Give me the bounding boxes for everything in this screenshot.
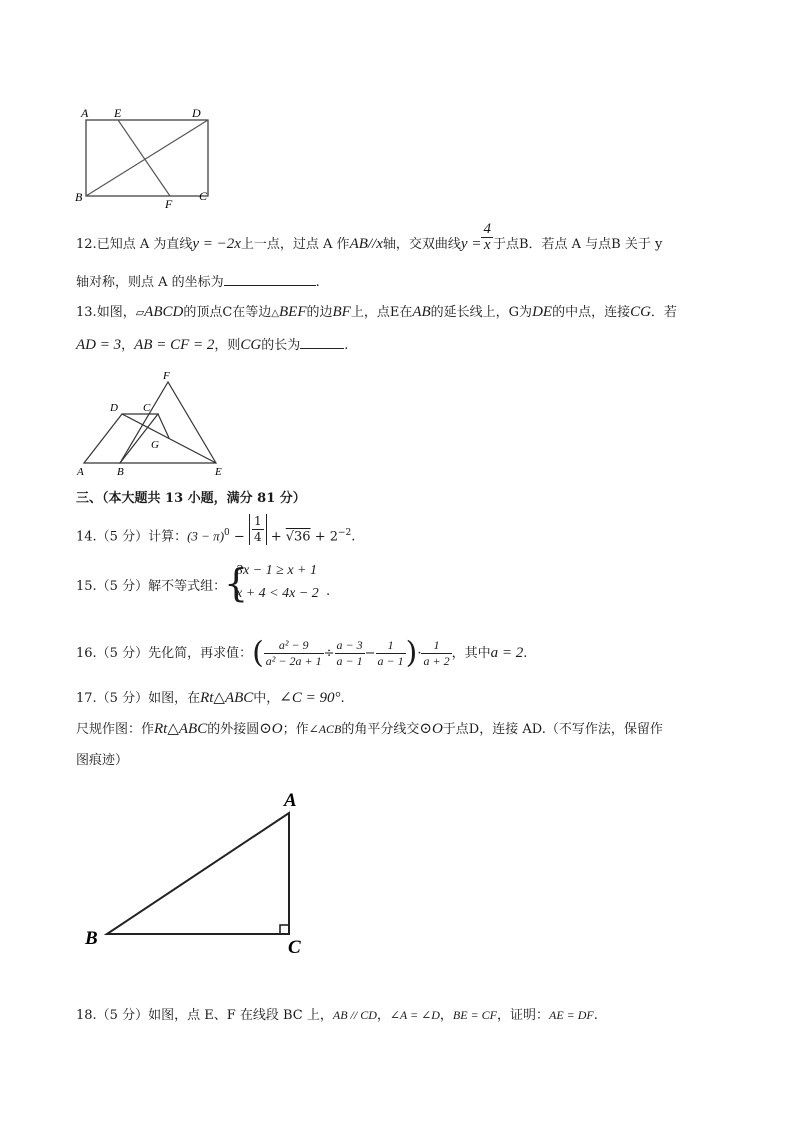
- label-c: C: [288, 937, 301, 958]
- label-b: B: [75, 190, 83, 204]
- question-13-line-2: [76, 336, 348, 355]
- text: .: [593, 1008, 598, 1023]
- text: 如图，: [96, 305, 136, 320]
- text: 轴对称，则点 A 的坐标为: [76, 275, 224, 290]
- label-c: C: [199, 189, 208, 203]
- text: 的顶点C在等边: [183, 305, 272, 320]
- fraction-numerator: 1: [376, 638, 406, 654]
- fraction-denominator: a − 1: [336, 654, 363, 668]
- text: ，: [121, 338, 135, 353]
- equation: CG: [630, 304, 651, 320]
- text: .: [344, 338, 349, 353]
- text: ，: [376, 1008, 390, 1023]
- question-12-line-2: [76, 273, 320, 292]
- equation: BE = CF: [452, 1008, 497, 1022]
- fraction-denominator: a − 1: [377, 654, 404, 668]
- equation: ∠C = 90°: [279, 690, 341, 706]
- text: 的延长线上，G为: [430, 305, 533, 320]
- fraction: [481, 222, 493, 253]
- operator: ·: [417, 646, 422, 661]
- text: 轴，交双曲线: [382, 237, 461, 252]
- equation: + 2: [310, 529, 339, 545]
- label-a: A: [77, 466, 84, 478]
- text: .: [315, 275, 320, 290]
- equation: ∠ACB: [308, 722, 342, 736]
- question-number: 15.（5 分）解不等式组：: [76, 579, 227, 594]
- equation: AD = 3: [76, 337, 122, 353]
- parallelogram-abcd: [84, 414, 158, 463]
- equation: a = 2: [490, 645, 524, 661]
- equation: AB // CD: [332, 1008, 377, 1022]
- segment-ef: [118, 120, 170, 196]
- text: 的长为: [261, 338, 301, 353]
- equation: y = −2x: [192, 236, 241, 252]
- label-a: A: [284, 790, 297, 811]
- parallelogram-triangle-figure: [72, 368, 242, 480]
- right-parenthesis: ): [405, 635, 418, 671]
- equation: AB//x: [349, 236, 383, 252]
- equation: ABCD: [144, 304, 184, 320]
- question-number: 12.: [76, 237, 97, 252]
- text: 于点B．若点 A 与点B 关于 y: [492, 237, 663, 252]
- question-number: 17.（5 分）如图，在: [76, 691, 201, 706]
- text: .: [340, 691, 345, 706]
- inequality-brace: {: [224, 561, 249, 605]
- question-number: 18.（5 分）如图，点 E、F 在线段 BC 上，: [76, 1008, 333, 1023]
- exponent: 0: [224, 528, 230, 538]
- triangle-symbol: △: [271, 308, 279, 319]
- fraction-1: [264, 638, 324, 669]
- fraction-denominator: x: [483, 237, 491, 253]
- text: ，其中: [451, 646, 491, 661]
- equation: ⊙O: [419, 721, 443, 737]
- question-number: 13.: [76, 305, 97, 320]
- operator: −: [364, 646, 376, 661]
- label-c: C: [143, 402, 151, 414]
- section-heading: 三、（本大题共 13 小题，满分 81 分）: [76, 491, 306, 506]
- triangle-abc: [107, 813, 289, 934]
- right-triangle-figure: [80, 786, 320, 958]
- parallelogram-symbol: ▱: [135, 306, 145, 319]
- right-angle-mark: [280, 925, 289, 934]
- triangle-bef: [120, 382, 216, 463]
- exponent: −2: [338, 528, 352, 538]
- operator: ÷: [323, 646, 335, 661]
- text: ，则: [214, 338, 241, 353]
- question-number: 14.（5 分）计算：: [76, 529, 188, 545]
- equation: ⊙O: [259, 721, 283, 737]
- label-b: B: [117, 466, 124, 478]
- rectangle-figure: [72, 104, 222, 212]
- fraction-numerator: 1: [421, 638, 451, 654]
- text: 的角平分线交: [341, 722, 420, 737]
- answer-blank[interactable]: [224, 273, 316, 286]
- question-17-line-2: [76, 720, 663, 739]
- text: 已知点 A 为直线: [96, 237, 193, 252]
- text: ，证明：: [496, 1008, 549, 1023]
- text: 的中点，连接: [552, 305, 631, 320]
- text: 尺规作图：作: [76, 722, 155, 737]
- label-g: G: [151, 439, 159, 451]
- equation: AB: [412, 304, 431, 320]
- square-root: √36: [285, 529, 311, 545]
- question-18: [76, 1006, 598, 1025]
- fraction-numerator: a − 3: [336, 638, 363, 652]
- label-d: D: [192, 106, 201, 120]
- question-17-line-1: [76, 689, 345, 708]
- text: .: [351, 529, 356, 545]
- question-12-line-1: [76, 221, 663, 254]
- question-14: [76, 514, 356, 546]
- equation: AB = CF = 2: [134, 337, 215, 353]
- equation: BEF: [279, 304, 307, 320]
- label-e: E: [215, 466, 222, 478]
- text: ．若: [650, 305, 677, 320]
- text: .: [523, 646, 528, 661]
- text: 中，: [253, 691, 280, 706]
- operator: −: [229, 529, 249, 545]
- answer-blank[interactable]: [300, 336, 344, 349]
- fraction-4: [421, 638, 451, 669]
- fraction-2: [335, 638, 365, 669]
- label-b: B: [85, 928, 98, 949]
- question-16: [76, 635, 528, 671]
- fraction: [252, 514, 264, 545]
- question-number: 16.（5 分）先化简，再求值：: [76, 646, 253, 661]
- inequality-line-2: x + 4 < 4x − 2: [236, 586, 319, 601]
- equation: y =: [460, 236, 482, 252]
- fraction-3: [376, 638, 406, 669]
- text: 上一点，过点 A 作: [240, 237, 350, 252]
- inequality-line-1: 3x − 1 ≥ x + 1: [236, 563, 318, 578]
- text: ，: [439, 1008, 453, 1023]
- operator: +: [266, 529, 286, 545]
- fraction-denominator: 4: [253, 530, 262, 545]
- label-e: E: [114, 106, 122, 120]
- label-d: D: [110, 402, 118, 414]
- label-f: F: [163, 370, 170, 382]
- segment-cg: [158, 414, 169, 438]
- question-13-line-1: [76, 303, 677, 323]
- equation: DE: [532, 304, 553, 320]
- text: 上，点E在: [350, 305, 413, 320]
- fraction-denominator: a + 2: [423, 654, 450, 668]
- segment-bd: [86, 120, 208, 196]
- question-15: [76, 578, 226, 596]
- fraction-numerator: 4: [483, 221, 491, 237]
- equation: (3 − π): [187, 528, 225, 544]
- text: 的边: [306, 305, 333, 320]
- inequality-end: .: [326, 584, 331, 599]
- equation: BF: [332, 304, 351, 320]
- fraction-denominator: a² − 2a + 1: [265, 654, 322, 668]
- text: 的外接圆: [207, 722, 260, 737]
- text: ；作: [282, 722, 309, 737]
- label-a: A: [81, 106, 89, 120]
- label-f: F: [165, 197, 173, 211]
- equation: Rt△ABC: [154, 721, 208, 737]
- left-parenthesis: (: [252, 635, 264, 671]
- fraction-numerator: a² − 9: [264, 638, 324, 654]
- equation: CG: [240, 337, 262, 353]
- equation: ∠A = ∠D: [389, 1008, 440, 1022]
- equation: AE = DF: [549, 1008, 594, 1022]
- absolute-value: [249, 514, 267, 545]
- question-17-line-3: 图痕迹）: [76, 753, 129, 768]
- text: 于点D，连接 AD.（不写作法，保留作: [442, 722, 663, 737]
- fraction-numerator: 1: [253, 514, 262, 529]
- equation: Rt△ABC: [200, 690, 254, 706]
